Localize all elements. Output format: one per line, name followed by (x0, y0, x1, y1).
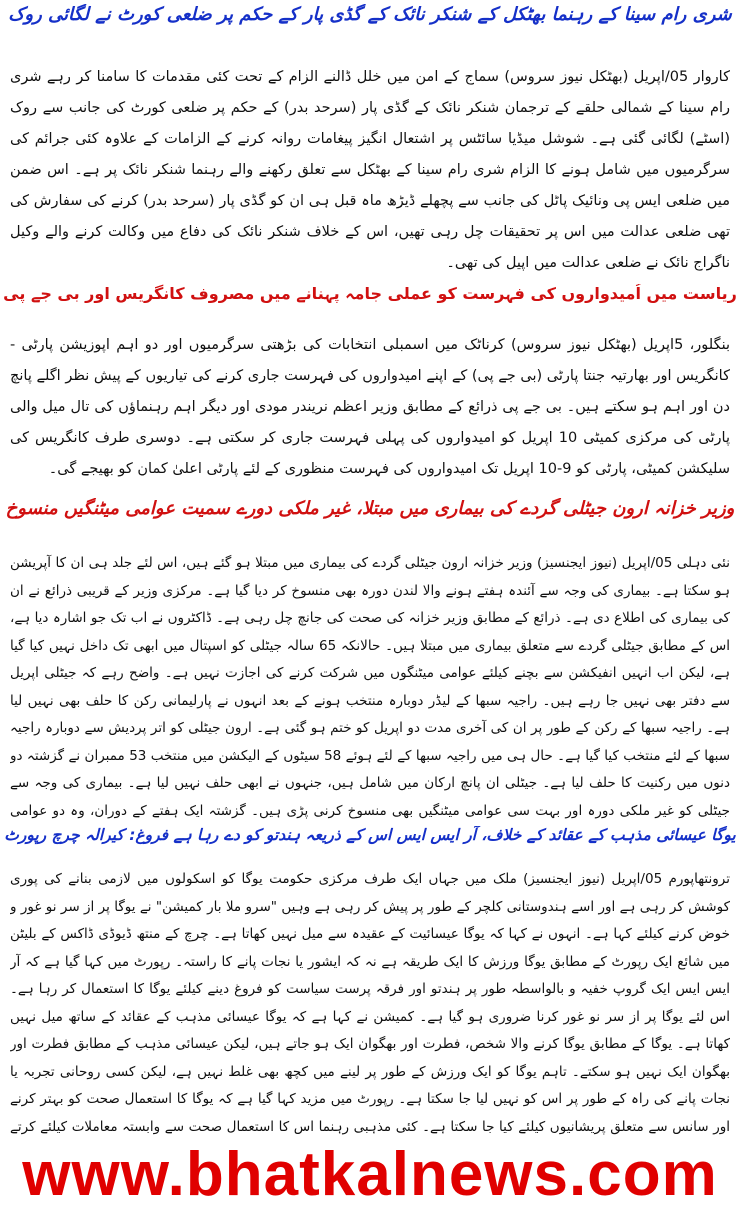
footer-watermark: www.bhatkalnews.com (22, 1140, 718, 1209)
article-1-body: کاروار 05/اپریل (بھٹکل نیوز سروس) سماج کے امن میں خلل ڈالنے الزام کے تحت کئی مقدمات کا سامنا کر رہے شری رام سینا کے شمالی حلقے کے ترجمان شنکر نائک کے گڈی پار (سرحد بدر) کے حکم پر ضلعی کورٹ کی جانب سے روک (اسٹے) لگائی گئی ہے۔ شوشل میڈیا سائٹس پر اشتعال انگیز پیغامات روانہ کرنے کے الزامات کے علاوہ کئی جرائم کی سرگرمیوں میں شامل ہونے کا الزام شری رام سینا کے بھٹکل سے تعلق رکھنے والے رہنما شنکر نائک پر ہے۔ اس ضمن میں ضلعی ایس پی ونائیک پاٹل کی جانب سے پچھلے ڈیڑھ ماہ قبل ہی ان کو گڈی پار (سرحد بدر) کرنے کی سفارش کی تھی ضلعی عدالت میں اس پر تحقیقات چل رہی تھیں، اس کے خلاف شنکر نائک کی دفاع میں وکالت کرنے والے وکیل ناگراج نائک نے ضلعی عدالت میں اپیل کی تھی۔ (10, 69, 730, 271)
article-4-headline: یوگا عیسائی مذہب کے عقائد کے خلاف، آر ایس ایس اس کے ذریعہ ہندتو کو دے رہا ہے فروغ: کیرالہ چرچ رپورٹ (4, 826, 736, 844)
article-2-headline: ریاست میں اُمیدواروں کی فہرست کو عملی جامہ پہنانے میں مصروف کانگریس اور بی جے پی (3, 284, 737, 303)
article-1-headline: شری رام سینا کے رہنما بھٹکل کے شنکر نائک کے گڈی پار کے حکم پر ضلعی کورٹ نے لگائی روک (8, 4, 732, 25)
article-4-body: ترونتھاپورم 05/اپریل (نیوز ایجنسیز) ملک میں جہاں ایک طرف مرکزی حکومت یوگا کو اسکولوں میں لازمی بنانے کی پوری کوشش کر رہی ہے اور اسے ہندوستانی کلچر کے طور پر پیش کر رہی ہے وہیں "سرو ملا بار کمیشن" نے یوگا پر از سر نو غور و خوض کرنے کیلئے کہا ہے۔ انہوں نے کہا کہ یوگا عیسائیت کے عقیدہ سے میل نہیں کھاتا ہے۔ چرچ کے منتھ ڈیوڈی ڈاکس کے بلیٹن میں شائع ایک رپورٹ کے مطابق یوگا ورزش کا ایک طریقہ ہے نہ کہ ایشور یا نجات پانے کا راستہ۔ رپورٹ میں کہا گیا ہے کہ آر ایس ایس ایک گروپ خفیہ و بالواسطہ طور پر ہندتو اور فرقہ پرست سیاست کو فروغ دینے کیلئے یوگا کا استعمال کر رہا ہے۔ اس لئے یوگا پر از سر نو غور کرنا ضروری ہو گیا ہے۔ کمیشن نے کہا ہے کہ یوگا عیسائی مذہب کے عقائد کے ساتھ میل نہیں کھاتا ہے۔ یوگا کے مطابق یوگا کرنے والا شخص، فطرت اور بھگوان ایک ہو جاتے ہیں، لیکن عیسائی مذہب کے مطابق فطرت اور بھگوان ایک نہیں ہو سکتے۔ تاہم یوگا کو ایک ورزش کے طور پر لینے میں کچھ بھی غلط نہیں ہے، لیکن کسی روحانی تجربہ یا نجات پانے کی راہ کے طور پر اس کو نہیں لیا جا سکتا ہے۔ رپورٹ میں مزید کہا گیا ہے کہ یوگا کا استعمال صحت کو بہتر کرنے اور سانس سے متعلق پریشانیوں کیلئے کیا جا سکتا ہے۔ کئی مذہبی رہنما اس کا استعمال صحت سے وابستہ معاملات کیلئے کرتے (10, 871, 730, 1135)
article-3-headline: وزیر خزانہ ارون جیٹلی گردے کی بیماری میں مبتلا، غیر ملکی دورے سمیت عوامی میٹنگیں منسوخ (5, 498, 735, 519)
article-2-body: بنگلور، 5اپریل (بھٹکل نیوز سروس) کرناٹک میں اسمبلی انتخابات کی بڑھتی سرگرمیوں اور دو اہم اپوزیشن پارٹی - کانگریس اور بھارتیہ جنتا پارٹی (بی جے پی) کے اپنے امیدواروں کی فہرست جاری کرنے کی تیاریوں کے پیش نظر اگلے پانچ دن اور اہم ہو سکتے ہیں۔ بی جے پی ذرائع کے مطابق وزیر اعظم نریندر مودی اور دیگر اہم رہنماؤں کی تال میل والی پارٹی کی مرکزی کمیٹی 10 اپریل کو امیدواروں کی پہلی فہرست جاری کر سکتی ہے۔ دوسری طرف کانگریس کی سلیکشن کمیٹی، پارٹی کو 9-10 اپریل تک امیدواروں کی فہرست منظوری کے لئے پارٹی اعلیٰ کمان کو بھیجے گی۔ (10, 337, 730, 477)
article-3-body: نئی دہلی 05/اپریل (نیوز ایجنسیز) وزیر خزانہ ارون جیٹلی گردے کی بیماری میں مبتلا ہو گئے ہیں، اس لئے جلد ہی ان کا آپریشن ہو سکتا ہے۔ بیماری کی وجہ سے آئندہ ہفتے ہونے والا لندن دورہ بھی منسوخ کر دیا گیا ہے۔ مرکزی وزیر کے قریبی ذرائع نے ان کی بیماری کی اطلاع دی ہے۔ ذرائع کے مطابق وزیر خزانہ کی صحت کی جانچ چل رہی ہے۔ ڈاکٹروں نے اب تک جو اشارہ دیا ہے، اس کے مطابق جیٹلی گردے سے متعلق بیماری میں مبتلا ہیں۔ حالانکہ 65 سالہ جیٹلی کو اسپتال میں ابھی تک داخل نہیں کیا گیا ہے، لیکن اب انہیں انفیکشن سے بچنے کیلئے عوامی میٹنگوں میں شرکت کرنے کی اجازت نہیں ہے۔ واضح رہے کہ جیٹلی اپریل سے دفتر بھی نہیں جا رہے ہیں۔ راجیہ سبھا کے لیڈر دوبارہ منتخب ہونے کے بعد انہوں نے پارلیمانی رکن کا حلف بھی نہیں لیا ہے۔ راجیہ سبھا کے رکن کے طور پر ان کی آخری مدت دو اپریل کو ختم ہو گئی ہے۔ ارون جیٹلی کو اتر پردیش سے دوبارہ راجیہ سبھا کے لئے منتخب کیا گیا ہے۔ حال ہی میں راجیہ سبھا کے لئے ہوئے 58 سیٹوں کے الیکشن میں منتخب 53 ممبران نے گزشتہ دو دنوں میں رکنیت کا حلف لیا ہے۔ جیٹلی ان پانچ ارکان میں شامل ہیں، جنہوں نے ابھی حلف نہیں لیا ہے۔ بیماری کی وجہ سے جیٹلی کو غیر ملکی دورہ اور بہت سی عوامی میٹنگیں بھی منسوخ کرنی پڑی ہیں۔ گزشتہ ایک ہفتے کے دوران، وہ دو عوامی (10, 555, 730, 819)
